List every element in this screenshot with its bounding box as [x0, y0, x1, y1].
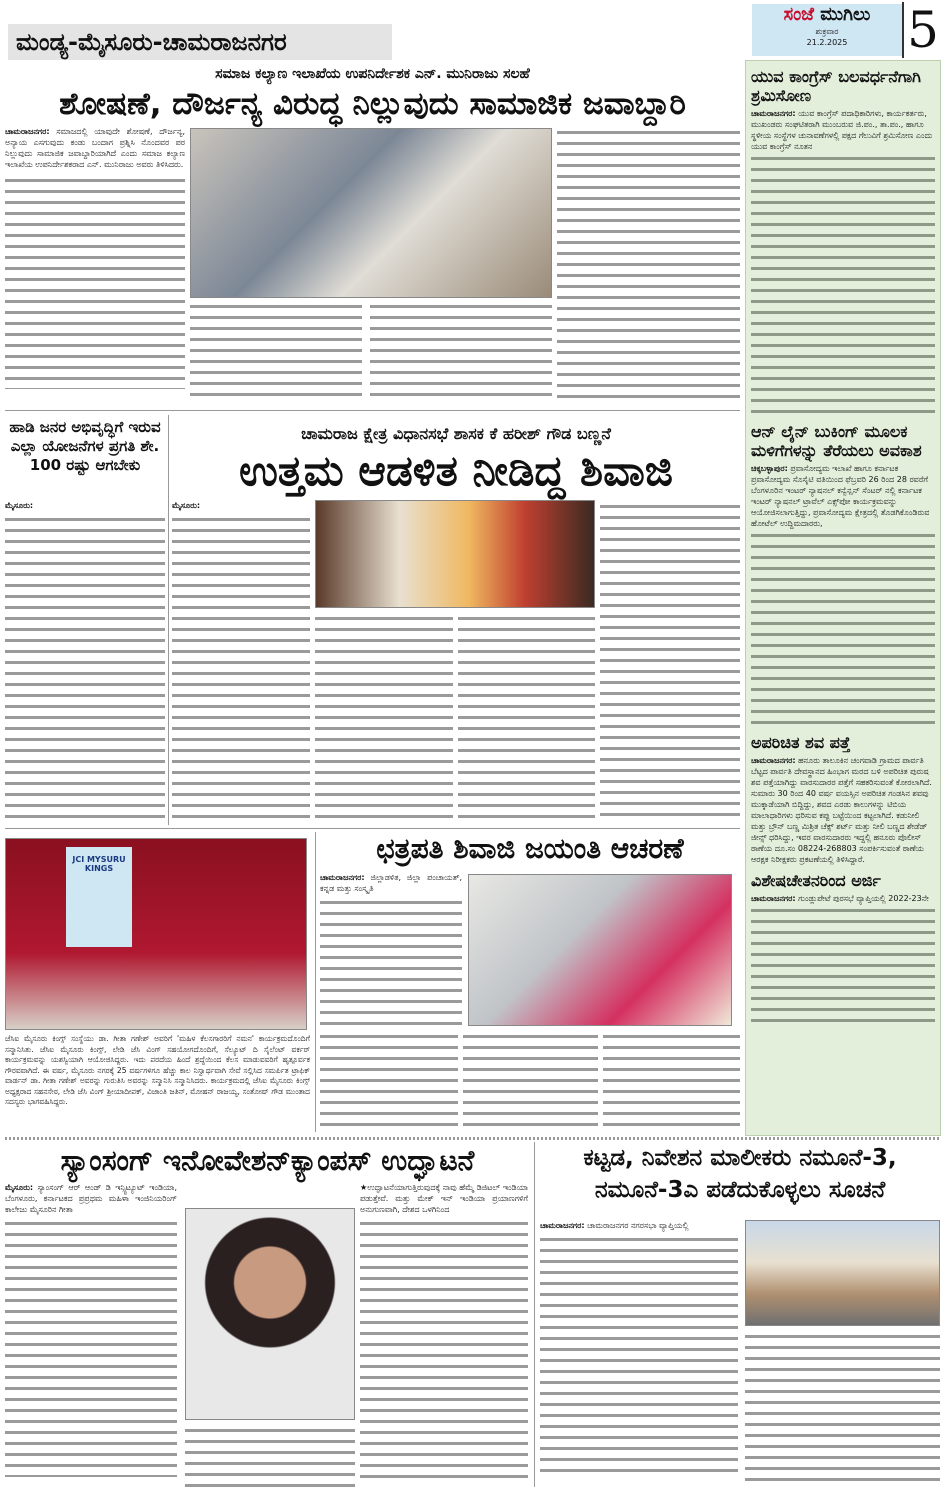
a6-col2-lead: ★ಉದ್ಘಾಟನೆಯಾಗುತ್ತಿರುವುದಕ್ಕೆ ನಾವು ಹೆಮ್ಮೆ ಡಿಜಿಟಲ್ ಇಂಡಿಯಾ ಪಡುತ್ತೇವೆ. ಮತ್ತು ಮೇಕ್ ಇನ್ ಇಂಡಿಯಾ ಪ್ರಯಾಣಗಳಿಗೆ ಅನುಗುಣವಾಗಿ, ದೇಶದ ಒಳಗಿನಿಂದ — [360, 1183, 528, 1214]
divider — [534, 1142, 535, 1487]
a4-photo — [5, 838, 307, 1030]
a4-photo-banner: JCI MYSURU KINGS — [66, 847, 132, 947]
a3-kicker: ಚಾಮರಾಜ ಕ್ಷೇತ್ರ ವಿಧಾನಸಭೆ ಶಾಸಕ ಕೆ ಹರೀಶ್ ಗೌಡ ಬಣ್ಣನೆ — [301, 424, 611, 443]
divider — [168, 415, 169, 825]
a2-body — [5, 500, 165, 825]
a1-column-2 — [190, 300, 362, 404]
a1-lead: ಸಮಾಜದಲ್ಲಿ ಯಾವುದೇ ಶೋಷಣೆ, ದೌರ್ಜನ್ಯ, ಅನ್ಯಾಯ ಎಸಗುವುದು ಕಂಡು ಬಂದಾಗ ಪ್ರಶ್ನಿಸಿ ನೊಂದವರ ಪರ ನಿಲ್ಲುವುದು ಸಾಮಾಜಿಕ ಜವಾಬ್ದಾರಿಯಾಗಿದೆ ಎಂದು ಸಮಾಜ ಕಲ್ಯಾಣ ಇಲಾಖೆಯ ಉಪನಿರ್ದೇಶಕರಾದ ಎನ್. ಮುನಿರಾಜು ಅವರು ತಿಳಿಸಿದರು. — [5, 127, 185, 169]
brief-3-lead: ಹನೂರು ತಾಲೂಕಿನ ಚಂಗವಾಡಿ ಗ್ರಾಮದ ಪಾರ್ವತಿ ಬೆಟ್ಟದ ಪಾರ್ವತಿ ದೇವಸ್ಥಾನದ ಹಿಂಭಾಗ ಮರದ ಬಳಿ ಅಪರಿಚಿತ ಪುರುಷ ಶವ ಪತ್ತೆಯಾಗಿದ್ದು ವಾರಸುದಾರರ ಪತ್ತೆಗೆ ಸಹಕರಿಸುವಂತೆ ಕೋರಲಾಗಿದೆ. ಸುಮಾರು 30 ರಿಂದ 40 ವರ್ಷ ವಯಸ್ಸಿನ ಅಪರಿಚಿತ ಗಂಡಸಿನ ಶವವು ಮುಕ್ಕಾಡೆಯಾಗಿ ಬಿದ್ದಿದ್ದು, ಶವದ ಎರಡು ಕಾಲುಗಳನ್ನು ಟಿಬಿಯ ಮಾಲಾಧಾರಿಗಳು ಧರಿಸುವ ಕಪ್ಪು ಬಟ್ಟೆಯಿಂದ ಕಟ್ಟಲಾಗಿದೆ. ಕಡುನೀಲಿ ಮತ್ತು ಬ್ರೌನ್ ಬಣ್ಣ ಮಿಶ್ರಿತ ಚೆಕ್ಸ್ ಶರ್ಟ್ ಮತ್ತು ನೀಲಿ ಬಣ್ಣದ ಶೇಡೆಡ್ ಜೀನ್ಸ್ ಧರಿಸಿದ್ದು, ಇವರ ವಾರಸುದಾರರು ಇದ್ದಲ್ಲಿ ಹನೂರು ಪೊಲೀಸ್ ಠಾಣೆಯ ದೂ.ಸಂ 08224-268803 ಸಂಪರ್ಕಿಸುವಂತೆ ಠಾಣೆಯ ಆರಕ್ಷಕ ನಿರೀಕ್ಷಕರು ಪ್ರಕಟಣೆಯಲ್ಲಿ ತಿಳಿಸಿದ್ದಾರೆ. — [751, 756, 932, 864]
a7-column-1 — [540, 1220, 738, 1487]
a5-column-2 — [320, 1030, 458, 1130]
brief-3-dateline: ಚಾಮರಾಜನಗರ: — [751, 756, 796, 765]
brief-4-lead: ಗುಂಡ್ಲುಪೇಟೆ ಪುರಸಭೆ ವ್ಯಾಪ್ತಿಯಲ್ಲಿ 2022-23ನೇ — [798, 894, 929, 903]
brief-1-headline: ಯುವ ಕಾಂಗ್ರೆಸ್ ಬಲವರ್ಧನೆಗಾಗಿ ಶ್ರಮಿಸೋಣ — [751, 67, 921, 105]
a6-column-3 — [360, 1182, 528, 1487]
brief-1-lead: ಯುವ ಕಾಂಗ್ರೆಸ್ ಪದಾಧಿಕಾರಿಗಳು, ಕಾರ್ಯಕರ್ತರು, ಮುಖಂಡರು ಸಂಘಟಿತರಾಗಿ ಮುಂಬರುವ ಜಿ.ಪಂ., ತಾ.ಪಂ., ಹಾಗೂ ಸ್ಥಳೀಯ ಸಂಸ್ಥೆಗಳ ಚುನಾವಣೆಗಳಲ್ಲಿ ಪಕ್ಷದ ಗೆಲುವಿಗೆ ಶ್ರಮಿಸೋಣ ಎಂದು ಯುವ ಕಾಂಗ್ರೆಸ್ ನೂತನ — [751, 109, 933, 151]
logo-part-b: ಮುಗಿಲು — [820, 4, 871, 25]
issue-date: 21.2.2025 — [806, 38, 848, 47]
a6-column-2 — [185, 1424, 355, 1487]
a5-headline: ಛತ್ರಪತಿ ಶಿವಾಜಿ ಜಯಂತಿ ಆಚರಣೆ — [376, 832, 684, 865]
brief-4-headline: ವಿಶೇಷಚೇತನರಿಂದ ಅರ್ಜಿ — [751, 871, 881, 890]
a5-dateline: ಚಾಮರಾಜನಗರ: — [320, 873, 365, 882]
sidebar-briefs — [745, 60, 941, 1136]
a6-lead: ಸ್ಯಾಂಸಂಗ್ ಆರ್ ಆಂಡ್ ಡಿ ಇನ್ಸ್ಟಿಟ್ಯೂಟ್ ಇಂಡಿಯಾ, ಬೆಂಗಳೂರು, ಕರ್ನಾಟಕದ ಪ್ರಪ್ರಥಮ ಮಹಿಳಾ ಇಂಜಿನಿಯರಿಂಗ್ ಕಾಲೇಜು ಮೈಸೂರಿನ ಗೀತಾ — [5, 1183, 177, 1214]
brief-3-body — [751, 755, 935, 865]
a7-photo — [745, 1220, 940, 1326]
a3-headline: ಉತ್ತಮ ಆಡಳಿತ ನೀಡಿದ್ದ ಶಿವಾಜಿ — [238, 446, 674, 495]
a4-caption: ಜೆಸಿಐ ಮೈಸೂರು ಕಿಂಗ್ಸ್ ಸಂಸ್ಥೆಯು ಡಾ. ಗೀತಾ ಗಣೇಶ್ ಅವರಿಗೆ 'ಮಹಿಳ ಕೆಲಸಗಾರರಿಗೆ ನಮನ' ಕಾರ್ಯಕ್ರಮದೊಂದಿಗೆ ಸನ್ಮಾನಿಸಿತು. ಜೆಸಿಐ ಮೈಸೂರು ಕಿಂಗ್ಸ್, ಲೇಡಿ ಜೆಸಿ ವಿಂಗ್ ಸಹಯೋಗದೊಂದಿಗೆ, ಸೆಲ್ಯೂಟ್ ದಿ ಸೈಲೆಂಟ್ ವರ್ಕರ್ ಕಾರ್ಯಕ್ರಮವನ್ನು ಯಶಸ್ವಿಯಾಗಿ ಆಯೋಜಿಸಿದ್ದರು. ಇದು ಪರದೆಯ ಹಿಂದೆ ಶ್ರದ್ಧೆಯಿಂದ ಕೆಲಸ ಮಾಡುವವರಿಗೆ ಹೃತ್ಪೂರ್ವಕ ಗೌರವವಾಗಿದೆ. ಈ ವರ್ಷ, ಮೈಸೂರು ನಗರಕ್ಕೆ 25 ವರ್ಷಗಳಿಗೂ ಹೆಚ್ಚು ಕಾಲ ನಿಸ್ವಾರ್ಥವಾಗಿ ಸೇವೆ ಸಲ್ಲಿಸಿದ ಸಮರ್ಪಿತ ಟ್ರಾಫಿಕ್ ವಾರ್ಡನ್ ಡಾ. ಗೀತಾ ಗಣೇಶ್ ಅವರನ್ನು ಗುರುತಿಸಿ ಅವರನ್ನು ಸನ್ಮಾನಿಸಿ ಸನ್ಮಾನಿಸಿದರು. ಕಾರ್ಯಕ್ರಮದಲ್ಲಿ ಜೆಸಿಐ ಮೈಸೂರು ಕಿಂಗ್ಸ್ ಅಧ್ಯಕ್ಷರಾದ ಸಹನಸೇಠ, ಲೇಡಿ ಜೆಸಿ ವಿಂಗ್ ಶ್ರೀಯಾದೀಪಕ್, ವಿಜಾಂತಿ ಜತಿನ್, ಮೋಹನ್ ರಾಜಯ್ಯ, ಸಂತೋಷ್ ಗೌಡ ಮುಂತಾದ ಸದಸ್ಯರು ಭಾಗವಹಿಸಿದ್ದರು. — [5, 1034, 310, 1106]
page-number: 5 — [902, 2, 942, 58]
a3-column-3 — [458, 612, 595, 822]
a6-dateline: ಮೈಸೂರು: — [5, 1183, 34, 1192]
a2-dateline: ಮೈಸೂರು: — [5, 501, 34, 510]
a1-column-1 — [5, 126, 185, 404]
a3-column-1 — [172, 500, 310, 822]
a5-column-3 — [463, 1030, 598, 1130]
a1-column-4 — [557, 126, 740, 404]
brief-2-dateline: ಚಿಕ್ಕಬಳ್ಳಾಪುರ: — [751, 464, 788, 473]
logo-part-a: ಸಂಜೆ — [783, 4, 814, 25]
divider — [315, 832, 316, 1132]
a5-column-4 — [603, 1030, 740, 1130]
a7-lead: ಚಾಮರಾಜನಗರ ನಗರಸಭಾ ವ್ಯಾಪ್ತಿಯಲ್ಲಿ — [587, 1221, 689, 1230]
a2-headline: ಹಾಡಿ ಜನರ ಅಭಿವೃದ್ಧಿಗೆ ಇರುವ ಎಲ್ಲಾ ಯೋಜನೆಗಳ ಪ್ರಗತಿ ಶೇ. 100 ರಷ್ಟು ಆಗಬೇಕು — [9, 418, 161, 474]
a1-headline: ಶೋಷಣೆ, ದೌರ್ಜನ್ಯ ವಿರುದ್ಧ ನಿಲ್ಲುವುದು ಸಾಮಾಜಿಕ ಜವಾಬ್ದಾರಿ — [59, 86, 686, 122]
a6-headline: ಸ್ಯಾಂಸಂಗ್ ಇನೋವೇಶನ್‌ಕ್ಯಾಂಪಸ್ ಉದ್ಘಾಟನೆ — [60, 1144, 475, 1177]
brief-1-body — [751, 108, 935, 152]
brief-1-dateline: ಚಾಮರಾಜನಗರ: — [751, 109, 796, 118]
brief-3-headline: ಅಪರಿಚಿತ ಶವ ಪತ್ತೆ — [751, 733, 851, 752]
issue-day: ಶುಕ್ರವಾರ — [815, 27, 839, 36]
a1-dateline: ಚಾಮರಾಜನಗರ: — [5, 127, 50, 136]
a5-photo — [468, 874, 732, 1026]
a5-lead: ಜಿಲ್ಲಾಡಳಿತ, ಜಿಲ್ಲಾ ಪಂಚಾಯತ್, ಕನ್ನಡ ಮತ್ತು ಸಂಸ್ಕೃತಿ — [320, 873, 463, 893]
a7-column-2 — [745, 1330, 940, 1487]
a1-column-3 — [370, 300, 552, 404]
brief-4-dateline: ಚಾಮರಾಜನಗರ: — [751, 894, 796, 903]
a3-photo — [315, 500, 595, 608]
a6-photo — [185, 1208, 355, 1420]
masthead-logo — [752, 4, 902, 56]
a3-column-2 — [315, 612, 453, 822]
a3-dateline: ಮೈಸೂರು: — [172, 501, 201, 510]
brief-2-body — [751, 463, 935, 529]
divider — [5, 1137, 940, 1140]
section-banner: ಮಂಡ್ಯ-ಮೈಸೂರು-ಚಾಮರಾಜನಗರ — [8, 24, 392, 60]
a1-photo — [190, 128, 552, 298]
a7-dateline: ಚಾಮರಾಜನಗರ: — [540, 1221, 585, 1230]
a3-column-4 — [600, 500, 740, 822]
a6-column-1 — [5, 1182, 177, 1487]
a7-headline: ಕಟ್ಟಡ, ನಿವೇಶನ ಮಾಲೀಕರು ನಮೂನೆ-3, ನಮೂನೆ-3ಎ ಪಡೆದುಕೊಳ್ಳಲು ಸೂಚನೆ — [583, 1145, 897, 1203]
brief-2-headline: ಆನ್ ಲೈನ್ ಬುಕಿಂಗ್ ಮೂಲಕ ಮಳಿಗೆಗಳನ್ನು ತೆರೆಯಲು ಅವಕಾಶ — [751, 422, 922, 460]
divider — [5, 410, 740, 411]
a5-column-1 — [320, 872, 462, 1027]
brief-2-lead: ಪ್ರವಾಸೋದ್ಯಮ ಇಲಾಖೆ ಹಾಗೂ ಕರ್ನಾಟಕ ಪ್ರವಾಸೋದ್ಯಮ ಸೊಸೈಟಿ ವತಿಯಿಂದ ಫೆಬ್ರವರಿ 26 ರಿಂದ 28 ರವರೆಗೆ ಬೆಂಗಳೂರಿನ ಇಂಟರ್ ನ್ಯಾಷನಲ್ ಕನ್ವೆನ್ಷನ್ ಸೆಂಟರ್ ನಲ್ಲಿ ಕರ್ನಾಟಕ ಇಂಟರ್ ನ್ಯಾಷನಲ್ ಟ್ರಾವೆಲ್ ಎಕ್ಸ್‌ಪೋ ಕಾರ್ಯಕ್ರಮವನ್ನು ಆಯೋಜಿಸಲಾಗುತ್ತಿದ್ದು, ಪ್ರವಾಸೋದ್ಯಮ ಕ್ಷೇತ್ರದಲ್ಲಿ ತೊಡಗಿಕೊಂಡಿರುವ ಹೋಟೆಲ್ ಉದ್ದಿಮದಾರರು, — [751, 464, 930, 528]
a1-kicker: ಸಮಾಜ ಕಲ್ಯಾಣ ಇಲಾಖೆಯ ಉಪನಿರ್ದೇಶಕ ಎನ್. ಮುನಿರಾಜು ಸಲಹೆ — [215, 66, 530, 82]
divider — [5, 828, 740, 829]
brief-4-body — [751, 893, 935, 904]
